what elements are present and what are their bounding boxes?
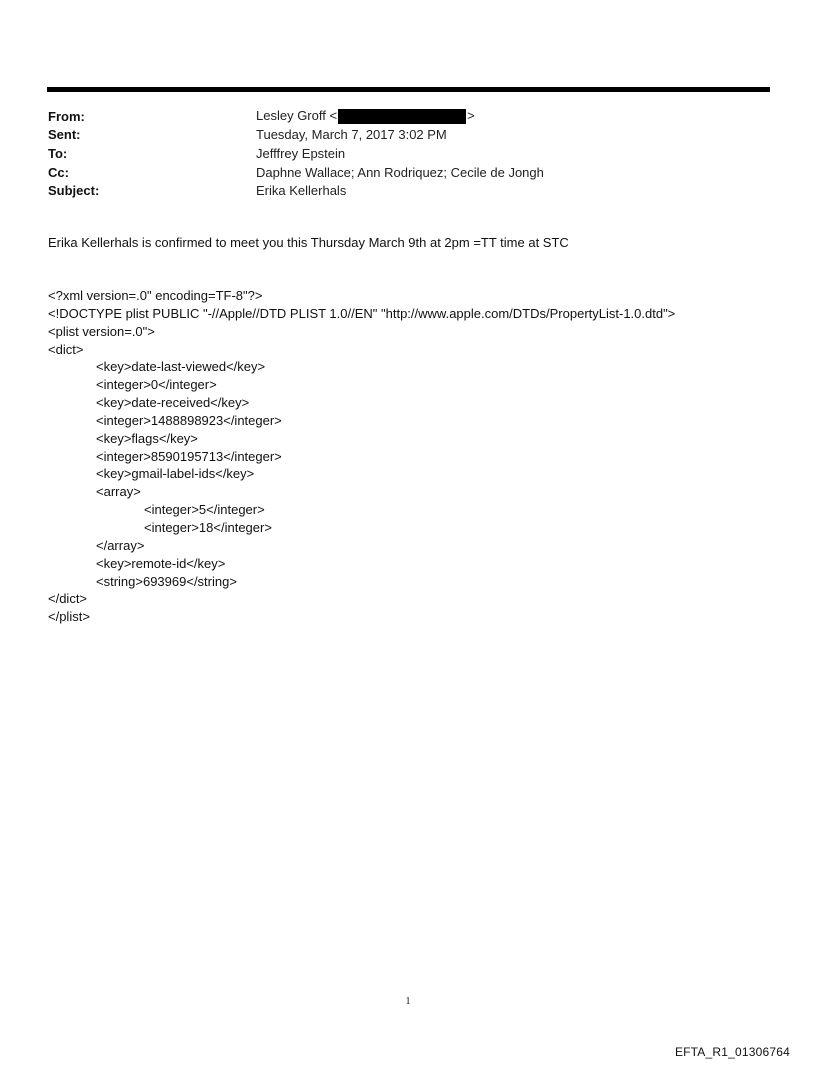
from-name: Lesley Groff < xyxy=(256,108,338,124)
sent-value: Tuesday, March 7, 2017 3:02 PM xyxy=(256,127,447,143)
plist-line: <key>date-last-viewed</key> xyxy=(96,359,266,375)
plist-line: <dict> xyxy=(48,341,84,357)
to-row xyxy=(48,144,768,163)
plist-line: <array> xyxy=(96,484,141,500)
plist-line: <key>remote-id</key> xyxy=(96,555,226,571)
plist-line: </dict> xyxy=(48,591,88,607)
to-value: Jefffrey Epstein xyxy=(256,145,346,161)
plist-line: </plist> xyxy=(48,609,90,625)
email-body: Erika Kellerhals is confirmed to meet you this Thursday March 9th at 2pm =TT time at STC xyxy=(48,235,569,250)
sent-label: Sent: xyxy=(48,127,81,143)
plist-block xyxy=(48,287,675,626)
cc-row xyxy=(48,163,768,182)
plist-line: <integer>1488898923</integer> xyxy=(96,412,282,428)
header-rule xyxy=(47,87,770,92)
to-label: To: xyxy=(48,145,68,161)
plist-line: </array> xyxy=(96,537,145,553)
bates-number: EFTA_R1_01306764 xyxy=(674,1045,790,1059)
subject-value: Erika Kellerhals xyxy=(256,183,347,199)
from-row xyxy=(48,107,768,126)
redacted-email-block xyxy=(338,109,466,124)
plist-line: <integer>18</integer> xyxy=(144,519,272,535)
plist-line: <key>flags</key> xyxy=(96,430,198,446)
from-label: From: xyxy=(48,108,85,124)
subject-label: Subject: xyxy=(48,183,100,199)
plist-line: <?xml version=.0" encoding=TF-8"?> xyxy=(48,288,263,303)
plist-line: <integer>5</integer> xyxy=(144,502,265,518)
plist-line: <!DOCTYPE plist PUBLIC "-//Apple//DTD PLIST 1.0//EN" "http://www.apple.com/DTDs/PropertyList-1.0.dtd"> xyxy=(48,305,676,321)
plist-line: <integer>8590195713</integer> xyxy=(96,448,282,464)
plist-line: <plist version=.0"> xyxy=(48,323,155,339)
plist-line: <string>693969</string> xyxy=(96,573,237,589)
cc-label: Cc: xyxy=(48,164,69,180)
subject-row xyxy=(48,181,768,200)
sent-row xyxy=(48,126,768,145)
cc-value: Daphne Wallace; Ann Rodriquez; Cecile de Jongh xyxy=(256,164,544,180)
page-number: 1 xyxy=(405,996,411,1007)
plist-line: <key>date-received</key> xyxy=(96,395,250,411)
plist-line: <key>gmail-label-ids</key> xyxy=(96,466,255,482)
from-suffix: > xyxy=(467,108,475,124)
email-header xyxy=(48,107,768,200)
from-value xyxy=(256,108,475,124)
plist-line: <integer>0</integer> xyxy=(96,377,217,393)
